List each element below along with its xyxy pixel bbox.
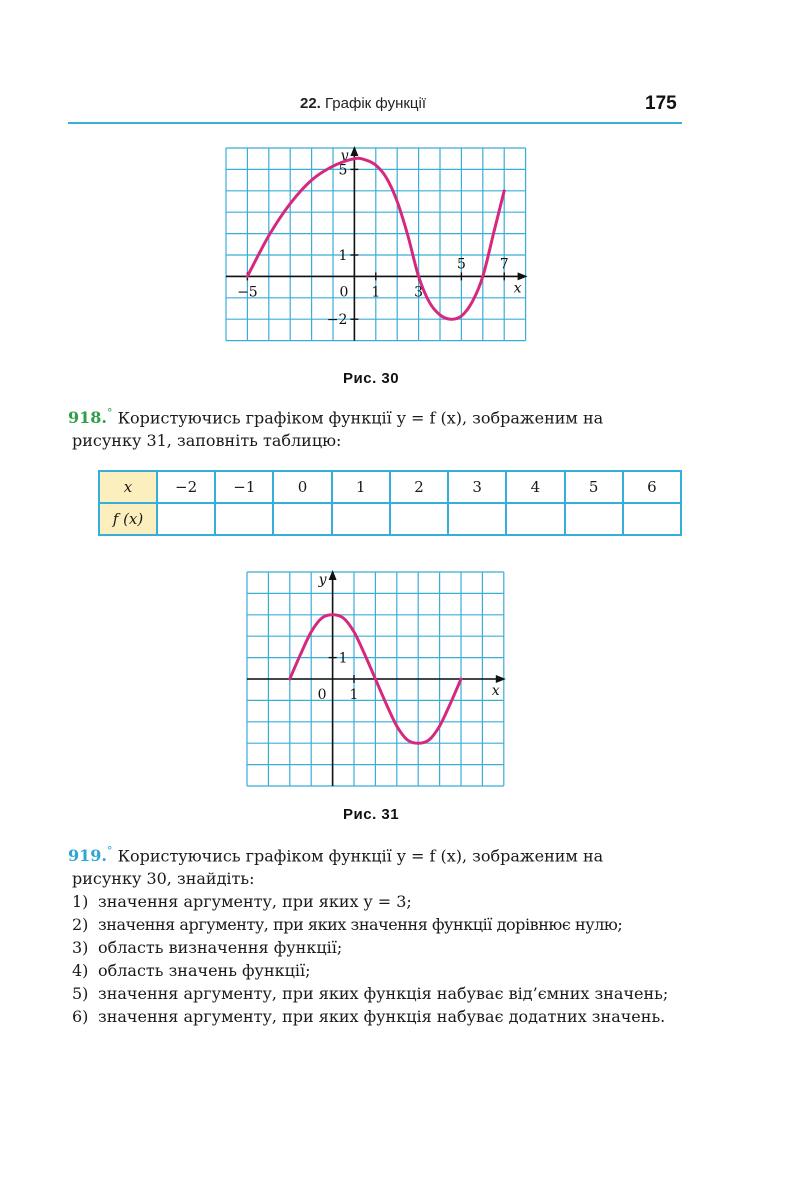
fig30-tick-label: 0 <box>339 284 349 301</box>
table-cell-x: 4 <box>506 471 564 503</box>
list-item: 4) область значень функції; <box>72 961 311 981</box>
list-item: 6) значення аргументу, при яких функція набуває додатних значень. <box>72 1007 666 1027</box>
table-cell-fx[interactable] <box>565 503 623 535</box>
table-cell-x: 3 <box>448 471 506 503</box>
table-row-fx <box>99 503 681 535</box>
fig30-tick-label: 5 <box>456 256 466 273</box>
fig31-tick-label: 1 <box>349 687 359 703</box>
problem-918-text-2: рисунку 31, заповніть таблицю: <box>72 431 342 451</box>
fig30-tick-label: 3 <box>414 284 424 301</box>
problem-918-text-1: Користуючись графіком функції y = f (x), зображеним на <box>117 408 604 428</box>
list-item: 5) значення аргументу, при яких функція набуває від’ємних значень; <box>72 984 669 1004</box>
header-rule <box>68 122 682 124</box>
table-cell-x: 6 <box>623 471 681 503</box>
table-cell-fx[interactable] <box>215 503 273 535</box>
figure-30-caption: Рис. 30 <box>343 370 400 387</box>
table-header-x: x <box>99 471 157 503</box>
table-cell-fx[interactable] <box>273 503 331 535</box>
table-cell-fx[interactable] <box>390 503 448 535</box>
problem-919 <box>68 840 682 1028</box>
fig30-x-axis-label: x <box>513 280 522 297</box>
problem-919-items <box>68 890 682 1028</box>
list-item: 3) область визначення функції; <box>72 938 343 958</box>
fig30-tick-label: 7 <box>499 256 509 273</box>
list-item: 2) значення аргументу, при яких значення функції дорівнює нулю; <box>72 915 623 935</box>
figure-31-graph <box>247 572 505 787</box>
fig30-tick-label: 1 <box>371 284 381 301</box>
fig30-y-axis-label: y <box>340 148 349 164</box>
fig31-x-axis-label: x <box>491 683 500 699</box>
fig30-tick-label: −5 <box>237 284 258 301</box>
fig31-tick-label: 0 <box>317 687 327 703</box>
fig30-tick-label: −2 <box>326 312 348 329</box>
value-table <box>98 470 682 536</box>
table-cell-x: 1 <box>332 471 390 503</box>
problem-918-number: 918.° <box>68 407 113 428</box>
table-cell-fx[interactable] <box>506 503 564 535</box>
section-title: Графік функції <box>325 95 427 112</box>
table-cell-x: −2 <box>157 471 215 503</box>
table-cell-fx[interactable] <box>448 503 506 535</box>
fig30-tick-label: 5 <box>338 162 348 179</box>
table-cell-fx[interactable] <box>157 503 215 535</box>
table-cell-x: 5 <box>565 471 623 503</box>
figure-31-caption: Рис. 31 <box>343 806 400 823</box>
table-row-x <box>99 471 681 503</box>
problem-919-text-1: Користуючись графіком функції y = f (x), зображеним на <box>117 846 604 866</box>
problem-919-number: 919.° <box>68 845 113 866</box>
figure-30-graph <box>226 148 526 340</box>
problem-918 <box>68 402 682 452</box>
table-cell-fx[interactable] <box>332 503 390 535</box>
table-header-fx: f (x) <box>99 503 157 535</box>
fig31-y-axis-label: y <box>318 572 327 588</box>
table-cell-x: 0 <box>273 471 331 503</box>
table-cell-x: 2 <box>390 471 448 503</box>
running-header <box>300 95 426 112</box>
fig30-tick-label: 1 <box>338 248 348 264</box>
problem-919-text-2: рисунку 30, знайдіть: <box>72 869 255 889</box>
table-cell-fx[interactable] <box>623 503 681 535</box>
list-item: 1) значення аргументу, при яких y = 3; <box>72 892 412 912</box>
section-number: 22. <box>300 95 321 112</box>
page-number: 175 <box>645 93 677 114</box>
table-cell-x: −1 <box>215 471 273 503</box>
fig31-tick-label: 1 <box>338 650 348 667</box>
